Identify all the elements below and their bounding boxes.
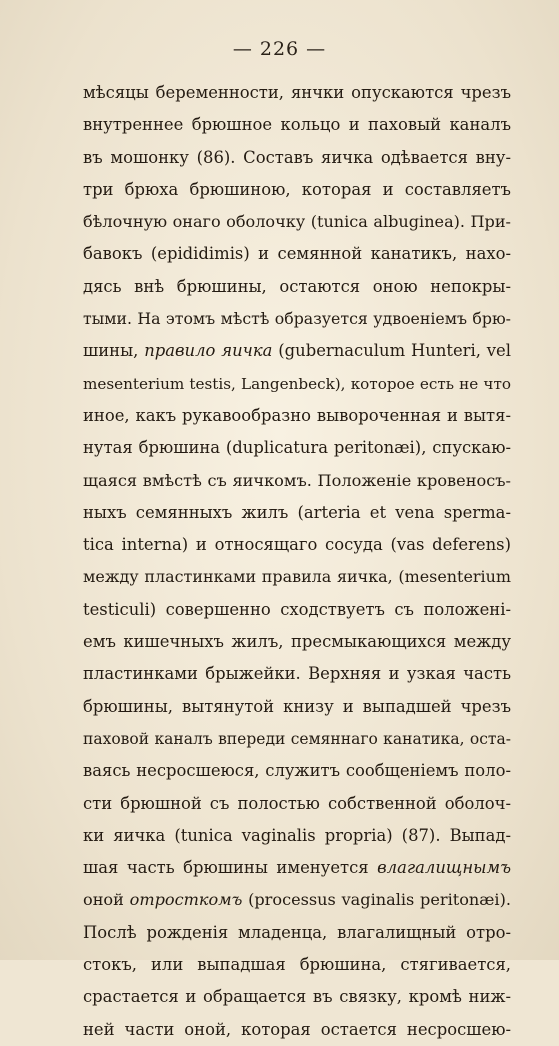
text-run: внутреннее брюшное кольцо и паховый каналъ [83, 115, 511, 135]
text-line [83, 917, 511, 949]
text-line [83, 109, 511, 141]
text-line [83, 303, 511, 335]
text-run: (gubernaculum Hunteri, vel [272, 341, 511, 361]
text-run: емъ кишечныхъ жилъ, пресмыкающихся между [83, 632, 511, 652]
text-run: ки яичка (tunica vaginalis propria) (87). Выпад- [83, 825, 511, 845]
text-run: паховой каналъ впереди семяннаго канатика, оста- [83, 729, 511, 748]
text-run: tica interna) и относящаго сосуда (vas deferens) [83, 535, 511, 555]
text-line [83, 271, 511, 303]
text-line [83, 852, 511, 884]
text-line [83, 820, 511, 852]
text-line [83, 368, 511, 400]
page-number: — 226 — [232, 38, 327, 60]
text-line [83, 497, 511, 529]
text-run: срастается и обращается въ связку, кромѣ ниж- [83, 987, 511, 1007]
text-line [83, 174, 511, 206]
text-run: бѣлочную онаго оболочку (tunica albuginea). При- [83, 212, 511, 232]
text-run: ныхъ семянныхъ жилъ (arteria et vena sperma- [83, 502, 511, 522]
text-run: шины, [83, 341, 145, 361]
text-line [83, 626, 511, 658]
body-text [83, 77, 511, 1046]
text-run: брюшины, вытянутой книзу и выпадшей чрезъ [83, 696, 511, 716]
text-line [83, 981, 511, 1013]
text-run: сти брюшной съ полостью собственной оболоч- [83, 793, 511, 813]
italic-term: правило яичка [144, 341, 273, 361]
text-line [83, 658, 511, 690]
text-run: между пластинками правила яичка, (mesenterium [83, 567, 511, 587]
text-run: иное, какъ рукавообразно вывороченная и вытя- [83, 405, 511, 425]
text-line [83, 723, 511, 755]
text-line [83, 400, 511, 432]
text-line [83, 206, 511, 238]
text-line [83, 238, 511, 270]
text-line [83, 561, 511, 593]
text-line [83, 335, 511, 367]
text-line [83, 529, 511, 561]
text-run: mesenterium testis, Langenbeck), которое есть не что [83, 374, 511, 393]
text-line [83, 77, 511, 109]
text-run: нутая брюшина (duplicatura peritonæi), спускаю- [83, 438, 511, 458]
text-run: ней части оной, которая остается несросшею- [83, 1019, 511, 1039]
text-run: дясь внѣ брюшины, остаются оною непокры- [83, 276, 511, 296]
text-run: оной [83, 890, 130, 910]
text-line [83, 594, 511, 626]
text-line [83, 1014, 511, 1046]
italic-term: влагалищнымъ [377, 858, 511, 878]
text-run: testiculi) совершенно сходствуетъ съ положенi- [83, 599, 511, 619]
text-line [83, 788, 511, 820]
text-line [83, 432, 511, 464]
text-run: три брюха брюшиною, которая и составляетъ [83, 179, 511, 199]
text-line [83, 465, 511, 497]
text-run: въ мошонку (86). Составъ яичка одѣвается вну- [83, 147, 511, 167]
text-run: (processus vaginalis peritonæi). [242, 890, 511, 910]
text-line [83, 949, 511, 981]
text-line [83, 691, 511, 723]
text-line [83, 755, 511, 787]
text-run: мѣсяцы беременности, янчки опускаются чрезъ [83, 83, 511, 102]
text-run: Послѣ рожденiя младенца, влагалищный отро- [83, 922, 511, 942]
text-run: тыми. На этомъ мѣстѣ образуется удвоенiемъ брю- [83, 309, 511, 329]
text-run: стокъ, или выпадшая брюшина, стягивается, [83, 955, 511, 975]
text-run: щаяся вмѣстѣ съ яичкомъ. Положенiе кровеносъ- [83, 470, 511, 490]
text-run: шая часть брюшины именуется [83, 858, 378, 878]
text-run: пластинками брыжейки. Верхняя и узкая часть [83, 664, 511, 684]
text-run: бавокъ (epididimis) и семянной канатикъ, нахо- [83, 244, 511, 264]
text-line [83, 884, 511, 916]
text-line [83, 142, 511, 174]
italic-term: отросткомъ [129, 890, 243, 910]
text-run: ваясь несросшеюся, служитъ сообщенiемъ поло- [83, 761, 511, 781]
